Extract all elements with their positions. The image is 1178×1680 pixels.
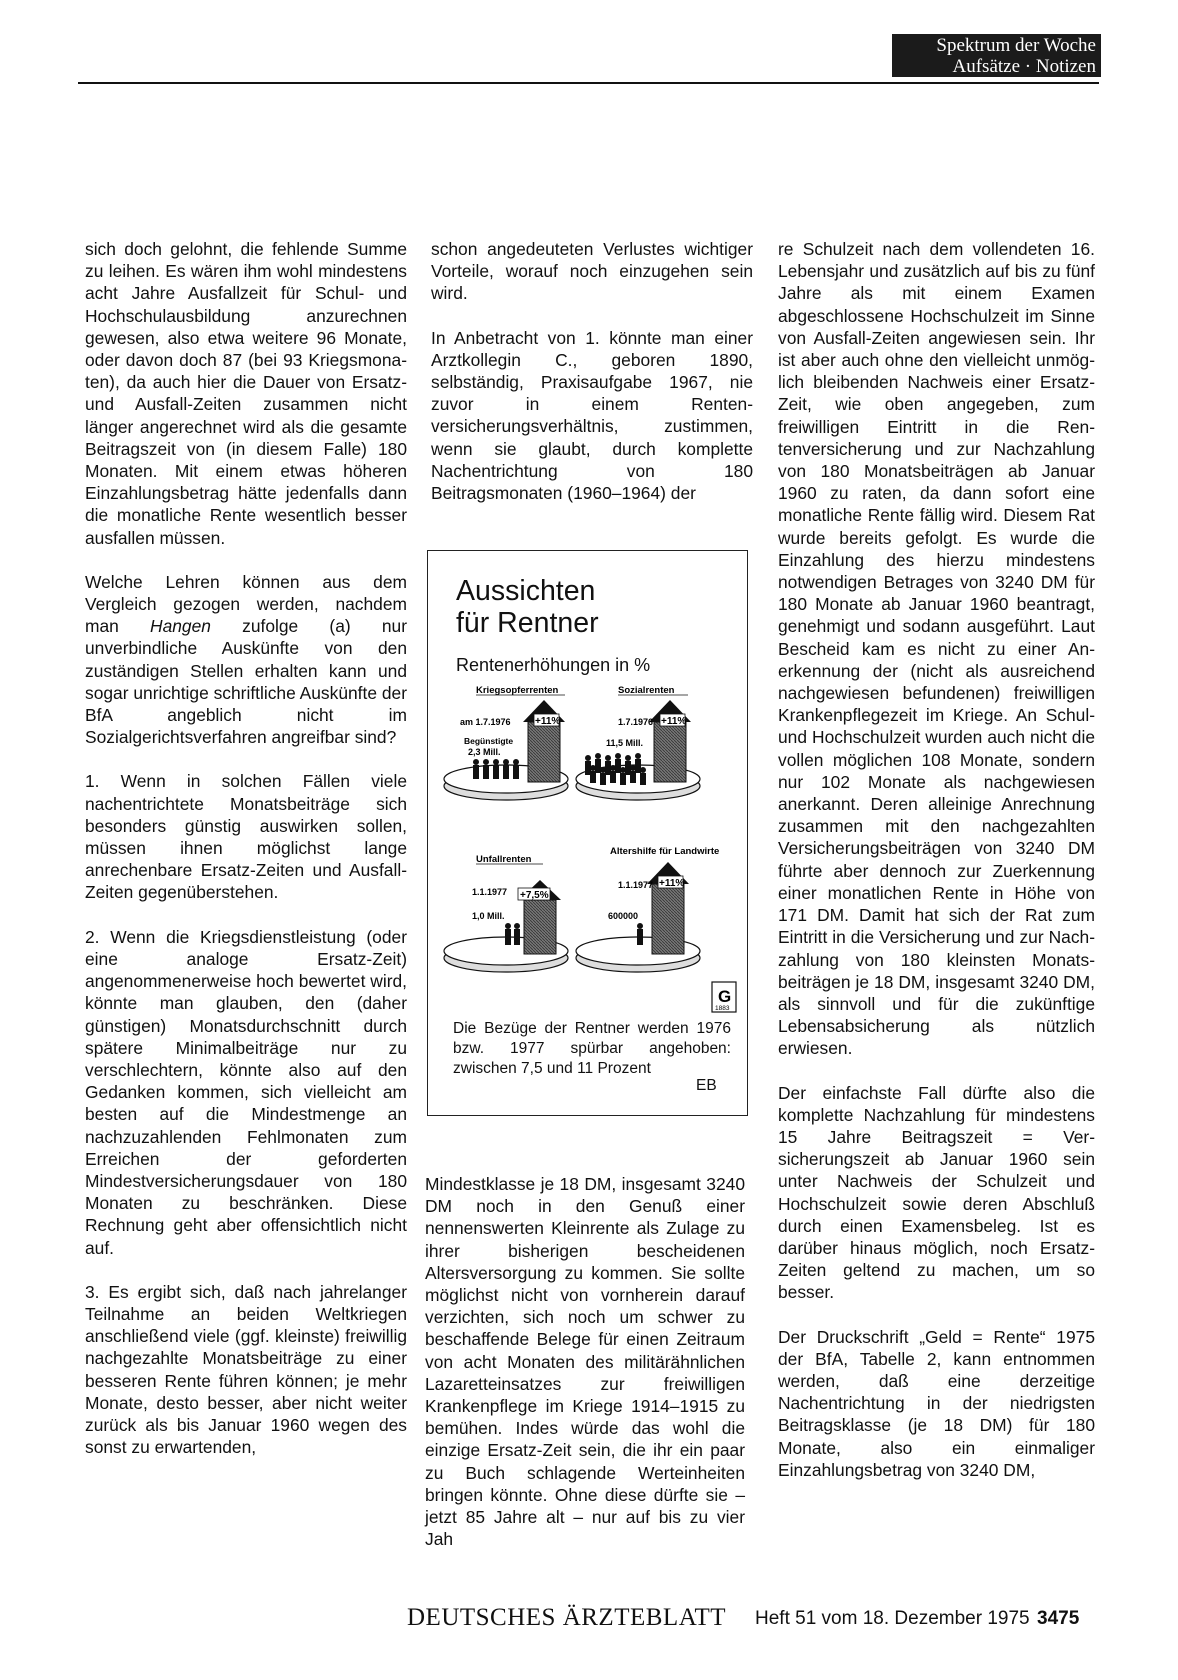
- text-column-1: [85, 238, 407, 1458]
- panel-heading: Sozialrenten: [618, 686, 675, 696]
- increase-label: +11%: [661, 716, 687, 727]
- page-footer: [0, 1604, 1178, 1634]
- figure-title-line2: für Rentner: [456, 607, 599, 639]
- figure-subtitle: Rentenerhöhungen in %: [456, 655, 651, 675]
- paragraph: sich doch gelohnt, die fehlende Summe zu leihen. Es wären ihm wohl mindestens acht Jahre Ausfallzeit für Schul- und Hochschulausbildung anzurechnen gewesen, also etwa weitere 96 Monate, oder davon doch 87 (bei 93 Kriegsmonaten), da auch hier die Dauer von Ersatz- und Ausfall-Zeiten zusammen nicht länger angerechnet wird als die gesamte Beitragszeit von (in diesem Falle) 180 Monaten. Mit einem etwas höheren Einzahlungsbetrag hätte jedenfalls dann die monatliche Rente wesentlich besser ausfallen müssen.: [85, 239, 407, 548]
- text-span: zufolge (a) nur unverbindliche Auskünfte von den zuständigen Stellen erhalten kann und sogar unrichtige schriftliche Auskünfte der BfA angeblich nicht im Sozialgerichtsverfahren angreifbar sind?: [85, 616, 407, 748]
- paragraph: Der Druckschrift „Geld = Rente“ 1975 der BfA, Tabelle 2, kann entnommen werden, daß eine derzeitige Nachentrichtung in der niedrigsten Beitragsklasse (je 18 DM) für 180 Monate, also ein einmaliger Einzahlungsbetrag von 3240 DM,: [778, 1326, 1095, 1480]
- amount-label: 600000: [608, 911, 639, 921]
- paragraph: 2. Wenn die Kriegsdienstleistung (oder eine analoge Ersatz-Zeit) angenommenerweise hoch bewertet wird, könnte man glauben, den (daher günstigen) Monatsdurchschnitt durch spätere Minimalbeiträge nur zu verschlechtern, könnte also auf den Gedanken kommen, sich vielleicht am besten auf die Mindestmenge an nachzuzahlenden Fehlmonaten zum Erreichen der geforderten Mindestversicherungsdauer von 180 Monaten zu beschränken. Diese Rechnung geht aber offensichtlich nicht auf.: [85, 926, 407, 1258]
- increase-column: [654, 722, 686, 782]
- text-column-2-bottom: [425, 1173, 745, 1550]
- group-label: Begünstigte: [464, 736, 514, 746]
- panel-date: am 1.7.1976: [460, 717, 511, 727]
- paragraph: Der einfachste Fall dürfte also die komplette Nachzahlung für mindestens 15 Jahre Beitragszeit = Versicherungszeit ab Januar 1960 sein unter Nachweis der Schulzeit und Hochschulzeit sowie deren Abschluß durch einen Examensbeleg. Ist es darüber hinaus möglich, noch Ersatz-Zeiten geltend zu machen, um so besser.: [778, 1082, 1095, 1303]
- paragraph: schon angedeuteten Verlustes wichtiger Vorteile, worauf noch einzugehen sein wird.: [431, 239, 753, 304]
- logo-number: 1883: [715, 1005, 730, 1012]
- section-tag-line1: Spektrum der Woche: [936, 35, 1096, 56]
- publisher-logo: [712, 982, 736, 1012]
- panel-date: 1.7.1976: [618, 717, 654, 727]
- panel-heading: Kriegsopferrenten: [476, 686, 559, 696]
- text-span: Welche Lehren können aus dem Vergleich gezogen werden, nachdem man: [85, 571, 407, 637]
- figure-signature: EB: [696, 1077, 717, 1094]
- paragraph: Mindestklasse je 18 DM, insgesamt 3240 DM noch in den Genuß einer nennenswerten Kleinrente als Zulage zu ihrer bisherigen bescheidenen Altersversorgung zu kommen. Sie sollte möglichst nicht von vornherein darauf verzichten, sich noch um schwer zu beschaffende Belege für einen Zeitraum von acht Monaten des militärähnlichen Lazaretteinsatzes zur freiwilligen Krankenpflege im Kriege 1914–1915 zu bemühen. Indes würde das wohl die einzige Ersatz-Zeit sein, die ihr ein paar zu Buch schlagende Werteinheiten bringen könnte. Ohne diese dürfte sie – jetzt 85 Jahre alt – nur auf bis zu vier Jah: [425, 1174, 745, 1550]
- panel-unfallrenten: [444, 854, 568, 972]
- paragraph: 1. Wenn in solchen Fällen viele nachentrichtete Monatsbeiträge sich besonders günstig auswirken sollen, müssen ihnen möglichst lange anrechenbare Ersatz-Zeiten und Ausfall-Zeiten gegenüberstehen.: [85, 771, 407, 903]
- figure-title-line1: Aussichten: [456, 575, 596, 607]
- figure-caption: Die Bezüge der Rentner werden 1976 bzw. 1977 spürbar angehoben: zwischen 7,5 und 11 Prozent: [453, 1020, 731, 1077]
- header-rule: [78, 82, 1099, 84]
- panel-altershilfe: [576, 846, 719, 972]
- author-name: Hangen: [150, 616, 211, 637]
- page-number: 3475: [1037, 1608, 1080, 1629]
- journal-name: DEUTSCHES ÄRZTEBLATT: [407, 1604, 727, 1631]
- panel-heading: Altershilfe für Landwirte: [610, 846, 720, 857]
- amount-label: 11,5 Mill.: [606, 738, 644, 748]
- text-column-2-top: [431, 238, 753, 504]
- increase-column: [524, 900, 556, 954]
- paragraph-lehren: [85, 571, 407, 749]
- panel-date: 1.1.1977: [472, 887, 508, 897]
- panel-date: 1.1.1977: [618, 880, 654, 890]
- increase-label: +7,5%: [520, 890, 549, 901]
- issue-info: Heft 51 vom 18. Dezember 1975: [755, 1608, 1030, 1629]
- increase-column: [528, 722, 560, 782]
- panel-heading: Unfallrenten: [476, 854, 532, 865]
- increase-label: +11%: [659, 878, 685, 889]
- figure-title: [456, 575, 599, 639]
- amount-label: 2,3 Mill.: [468, 747, 501, 757]
- logo-letter: G: [718, 987, 732, 1006]
- amount-label: 1,0 Mill.: [472, 911, 505, 921]
- increase-label: +11%: [535, 716, 561, 727]
- panel-sozialrenten: [576, 686, 700, 800]
- section-tag: [892, 34, 1101, 77]
- people-figures: [637, 923, 643, 945]
- increase-column: [652, 884, 684, 954]
- paragraph: In Anbetracht von 1. könnte man einer Arztkollegin C., geboren 1890, selbständig, Praxisaufgabe 1967, nie zuvor in einem Rentenversicherungsverhältnis, zustimmen, wenn sie glaubt, durch komplette Nachentrichtung von 180 Beitragsmonaten (1960–1964) der: [431, 327, 753, 504]
- panel-kriegsopferrenten: [444, 686, 568, 800]
- paragraph: re Schulzeit nach dem vollendeten 16. Lebensjahr und zusätzlich auf bis zu fünf Jahre als mit einem Examen abgeschlossene Hochschulzeit im Sinne von Ausfall-Zeiten angewiesen sein. Ihr ist aber auch ohne den vielleicht unmöglich bleibenden Nachweis einer Ersatz-Zeit, wie oben angegeben, zum freiwilligen Eintritt in die Rentenversicherung und zur Nachzahlung von 180 Monatsbeiträgen ab Januar 1960 zu raten, da dann sofort eine monatliche Rente fällig wird. Diesem Rat wurde bereits gefolgt. Es wurde die Einzahlung des hierzu mindestens notwendigen Betrages von 3240 DM für 180 Monate ab Januar 1960 beantragt, genehmigt und sodann ausgeführt. Laut Bescheid kam es nicht zu einer Anerkennung der (nicht als ausreichend nachgewiesen befundenen) freiwilligen Krankenpflegezeit im Kriege. An Schul- und Hochschulzeit wurden auch nicht die vollen möglichen 108 Monate, sondern nur 102 Monate als nachgewiesen anerkannt. Deren alleinige Anrechnung zusammen mit den nachgezahlten Versicherungsbeiträgen von 3240 DM führte aber dennoch zur Zuerkennung einer monatlichen Rente in Höhe von 171 DM. Damit hat sich der Rat zum Eintritt in die Versicherung und zur Nachzahlung von 180 kleinsten Monatsbeiträgen je 18 DM, insgesamt 3240 DM, als sinnvoll und für die zukünftige Lebensabsicherung als nützlich erwiesen.: [778, 239, 1095, 1059]
- figure-graphic: [428, 686, 748, 1016]
- text-column-3: [778, 238, 1095, 1481]
- section-tag-line2: Aufsätze · Notizen: [952, 56, 1096, 77]
- paragraph: 3. Es ergibt sich, daß nach jahrelanger Teilnahme an beiden Weltkriegen anschließend viele (ggf. kleinste) freiwillig nachgezahlte Monatsbeiträge zu einer besseren Rente führen können; je mehr Monate, desto besser, aber nicht weiter zurück als bis Januar 1960 wegen des sonst zu erwartenden,: [85, 1281, 407, 1458]
- figure-box: [427, 550, 748, 1116]
